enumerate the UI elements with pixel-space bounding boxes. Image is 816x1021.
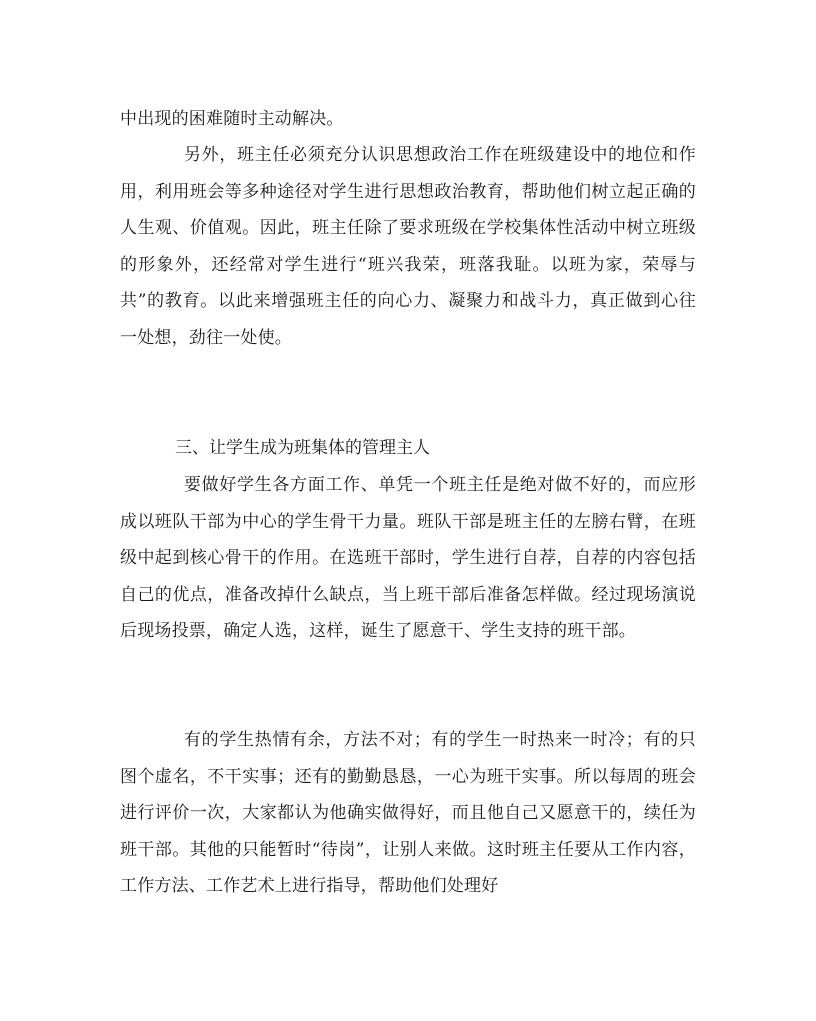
section-heading: 三、让学生成为班集体的管理主人 [175, 438, 430, 458]
paragraph-class-cadres: 要做好学生各方面工作、单凭一个班主任是绝对做不好的，而应形成以班队干部为中心的学生骨干力量。班队干部是班主任的左膀右臂，在班级中起到核心骨干的作用。在选班干部时，学生进行自荐，自荐的内容包括自己的优点，准备改掉什么缺点，当上班干部后准备怎样做。经过现场演说后现场投票，确定人选，这样，诞生了愿意干、学生支持的班干部。 [120, 475, 696, 641]
paragraph-ideology: 另外，班主任必须充分认识思想政治工作在班级建设中的地位和作用，利用班会等多种途径对学生进行思想政治教育，帮助他们树立起正确的人生观、价值观。因此，班主任除了要求班级在学校集体性活动中树立班级的形象外，还经常对学生进行“班兴我荣，班落我耻。以班为家，荣辱与共”的教育。以此来增强班主任的向心力、凝聚力和战斗力，真正做到心往一处想，劲往一处使。 [120, 145, 696, 348]
paragraph-evaluation: 有的学生热情有余，方法不对；有的学生一时热来一时冷；有的只图个虚名，不干实事；还有的勤勤恳恳，一心为班干实事。所以每周的班会进行评价一次，大家都认为他确实做得好，而且他自己又愿意干的，续任为班干部。其他的只能暂时“待岗”，让别人来做。这时班主任要从工作内容，工作方法、工作艺术上进行指导，帮助他们处理好 [120, 730, 696, 896]
paragraph-continued: 中出现的困难随时主动解决。 [120, 109, 344, 129]
